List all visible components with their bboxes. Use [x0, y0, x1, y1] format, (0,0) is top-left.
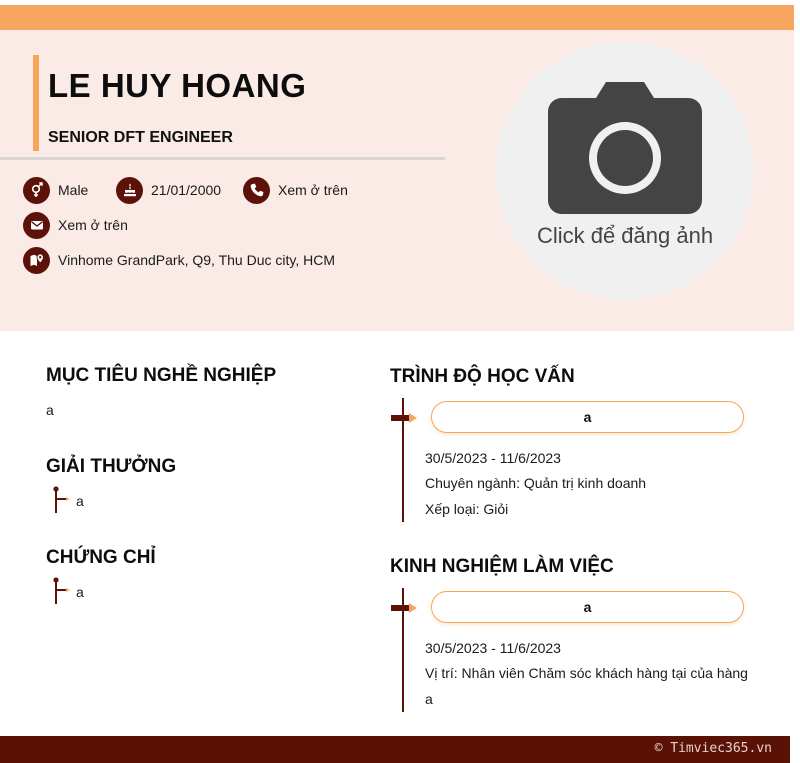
certificates-heading: CHỨNG CHỈ: [46, 547, 156, 568]
experience-period[interactable]: 30/5/2023 - 11/6/2023: [425, 640, 561, 656]
experience-description[interactable]: a: [425, 691, 433, 707]
experience-entry-name[interactable]: a: [431, 591, 744, 623]
objective-heading: MỤC TIÊU NGHỀ NGHIỆP: [46, 365, 277, 386]
awards-heading: GIẢI THƯỞNG: [46, 456, 177, 477]
cv-header: [0, 30, 794, 331]
email-value: Xem ở trên: [58, 217, 128, 233]
job-title[interactable]: SENIOR DFT ENGINEER: [48, 129, 233, 146]
camera-icon: [548, 80, 702, 216]
experience-position[interactable]: Vị trí: Nhân viên Chăm sóc khách hàng tại của hàng: [425, 665, 748, 681]
award-item[interactable]: a: [76, 493, 84, 509]
education-marker-icon: [391, 413, 417, 423]
gender-item[interactable]: [23, 176, 88, 204]
address-item[interactable]: [23, 246, 335, 274]
gender-icon: [23, 177, 50, 204]
name-block: [33, 55, 433, 151]
education-entry-name[interactable]: a: [431, 401, 744, 433]
address-value: Vinhome GrandPark, Q9, Thu Duc city, HCM: [58, 252, 335, 268]
award-bullet-icon: [50, 486, 70, 516]
profile-photo-upload[interactable]: [496, 42, 754, 300]
phone-item[interactable]: [243, 176, 348, 204]
birthday-value: 21/01/2000: [151, 182, 222, 198]
phone-value: Xem ở trên: [278, 182, 348, 198]
photo-upload-label: Click để đăng ảnh: [536, 223, 714, 248]
top-accent-strip: [0, 5, 794, 30]
footer-bar: [0, 736, 790, 763]
birthday-item[interactable]: [116, 176, 221, 204]
map-pin-icon: [23, 247, 50, 274]
mail-icon: [23, 212, 50, 239]
full-name[interactable]: LE HUY HOANG: [48, 67, 307, 104]
phone-icon: [243, 177, 270, 204]
education-grade[interactable]: Xếp loại: Giỏi: [425, 501, 509, 517]
education-heading: TRÌNH ĐỘ HỌC VẤN: [390, 366, 575, 387]
cake-icon: [116, 177, 143, 204]
experience-marker-icon: [391, 603, 417, 613]
footer-copyright: © Timviec365.vn: [654, 741, 772, 756]
certificate-item[interactable]: a: [76, 584, 84, 600]
experience-heading: KINH NGHIỆM LÀM VIỆC: [390, 556, 614, 577]
email-item[interactable]: [23, 211, 128, 239]
gender-value: Male: [58, 182, 89, 198]
education-major[interactable]: Chuyên ngành: Quản trị kinh doanh: [425, 475, 647, 491]
name-divider: [0, 157, 445, 160]
certificate-bullet-icon: [50, 577, 70, 607]
education-period[interactable]: 30/5/2023 - 11/6/2023: [425, 450, 561, 466]
objective-text[interactable]: a: [46, 402, 54, 418]
